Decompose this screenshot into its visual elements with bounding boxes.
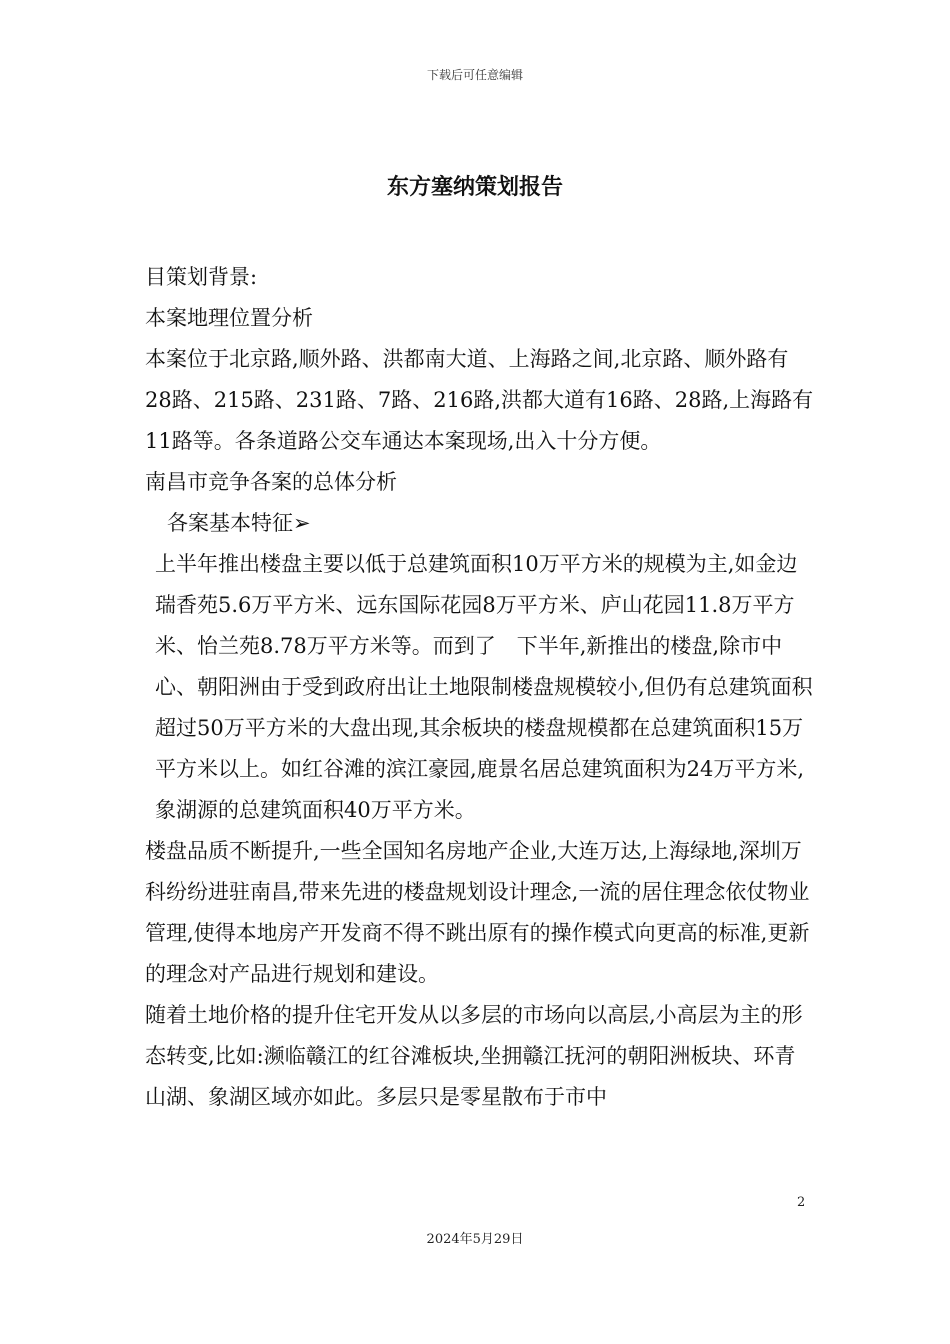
page-number: 2: [797, 1195, 806, 1210]
paragraph-land-price: 随着土地价格的提升住宅开发从以多层的市场向以高层,小高层为主的形态转变,比如:濒临赣江的红谷滩板块,坐拥赣江抚河的朝阳洲板块、环青山湖、象湖区域亦如此。多层只是零星散布于市中: [145, 1003, 803, 1109]
section-heading-background: 目策划背景:: [145, 265, 258, 289]
document-body: [145, 257, 815, 1118]
paragraph-quality: 楼盘品质不断提升,一些全国知名房地产企业,大连万达,上海绿地,深圳万科纷纷进驻南昌,带来先进的楼盘规划设计理念,一流的居住理念依仗物业管理,使得本地房产开发商不得不跳出原有的操作模式向更高的标准,更新的理念对产品进行规划和建设。: [145, 839, 810, 986]
document-title: 东方塞纳策划报告: [386, 175, 563, 200]
paragraph-location: 本案位于北京路,顺外路、洪都南大道、上海路之间,北京路、顺外路有28路、215路、231路、7路、216路,洪都大道有16路、28路,上海路有11路等。各条道路公交车通达本案现场,出入十分方便。: [145, 347, 814, 453]
paragraph-scale: 上半年推出楼盘主要以低于总建筑面积10万平方米的规模为主,如金边瑞香苑5.6万平方米、远东国际花园8万平方米、庐山花园11.8万平方米、怡兰苑8.78万平方米等。而到了 下半年,新推出的楼盘,除市中心、朝阳洲由于受到政府出让土地限制楼盘规模较小,但仍有总建筑面积超过50万平方米的大盘出现,其余板块的楼盘规模都在总建筑面积15万平方米以上。如红谷滩的滨江豪园,鹿景名居总建筑面积为24万平方米,象湖源的总建筑面积40万平方米。: [155, 552, 813, 822]
section-heading-competition: 南昌市竞争各案的总体分析: [145, 470, 397, 494]
subheading-features: 各案基本特征➢: [167, 511, 311, 535]
section-heading-location: 本案地理位置分析: [145, 306, 313, 330]
footer-date: 2024年5月29日: [426, 1232, 524, 1247]
page-header-note: 下载后可任意编辑: [426, 68, 523, 82]
